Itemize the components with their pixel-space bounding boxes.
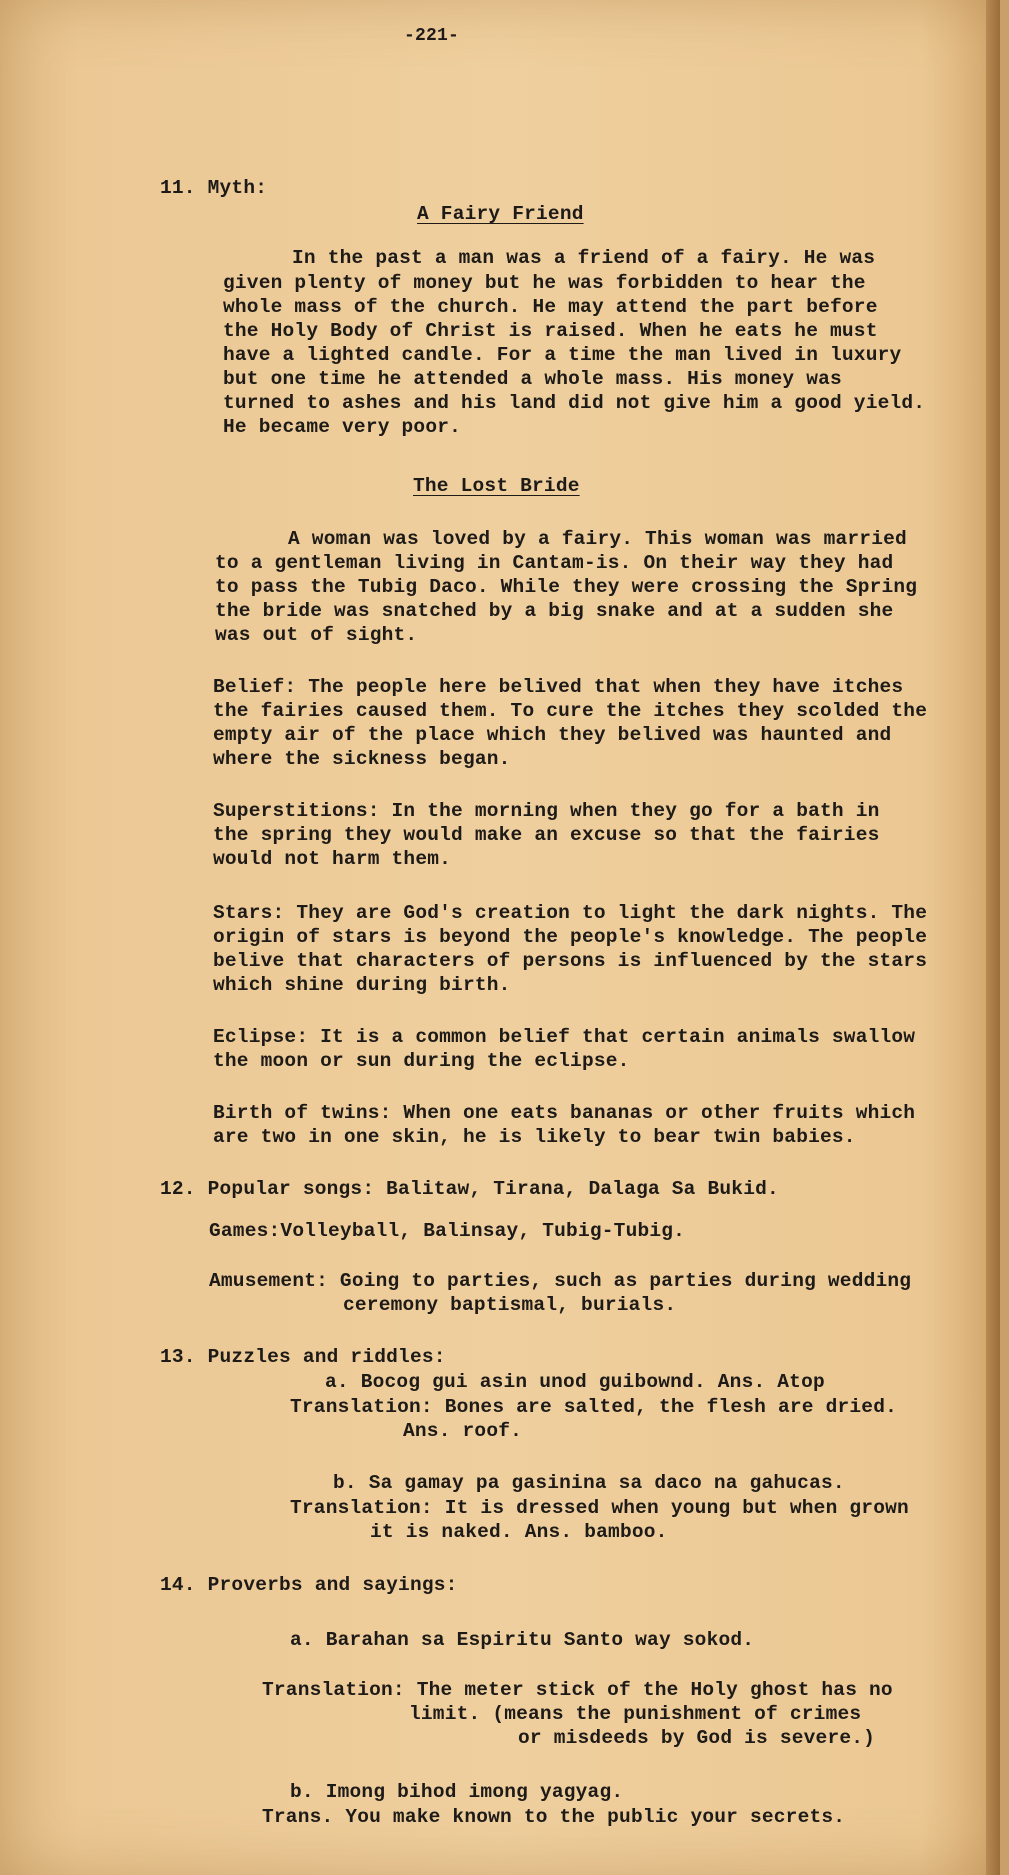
text-line: have a lighted candle. For a time the man lived in luxury (223, 344, 902, 366)
riddle-a-line: Ans. roof. (403, 1420, 523, 1442)
popular-songs-line: 12. Popular songs: Balitaw, Tirana, Dalaga Sa Bukid. (160, 1178, 779, 1200)
page-number: -221- (404, 26, 460, 46)
riddle-b-line: Translation: It is dressed when young but when grown (290, 1497, 909, 1519)
section-13-heading: 13. Puzzles and riddles: (160, 1346, 446, 1368)
text-line: A woman was loved by a fairy. This woman was married (288, 528, 907, 550)
proverb-a-line: Translation: The meter stick of the Holy ghost has no (262, 1679, 893, 1701)
stars-line: belive that characters of persons is influenced by the stars (213, 950, 928, 972)
proverb-a-line: or misdeeds by God is severe.) (518, 1727, 876, 1749)
text-line: turned to ashes and his land did not give him a good yield. (223, 392, 926, 414)
text-line: was out of sight. (215, 624, 418, 646)
games-line: Games:Volleyball, Balinsay, Tubig-Tubig. (209, 1220, 686, 1242)
text-line: given plenty of money but he was forbidden to hear the (223, 272, 866, 294)
stars-line: Stars: They are God's creation to light the dark nights. The (213, 902, 928, 924)
eclipse-line: Eclipse: It is a common belief that certain animals swallow (213, 1026, 916, 1048)
section-11-heading: 11. Myth: (160, 177, 268, 199)
belief-line: the fairies caused them. To cure the itches they scolded the (213, 700, 928, 722)
proverb-a-line: limit. (means the punishment of crimes (409, 1703, 862, 1725)
superstitions-line: would not harm them. (213, 848, 452, 870)
proverb-b-line: b. Imong bihod imong yagyag. (290, 1781, 624, 1803)
superstitions-line: the spring they would make an excuse so that the fairies (213, 824, 880, 846)
proverb-b-line: Trans. You make known to the public your secrets. (262, 1806, 846, 1828)
proverb-a-line: a. Barahan sa Espiritu Santo way sokod. (290, 1629, 755, 1651)
superstitions-line: Superstitions: In the morning when they go for a bath in (213, 800, 880, 822)
riddle-a-line: Translation: Bones are salted, the flesh are dried. (290, 1396, 897, 1418)
twins-line: are two in one skin, he is likely to bear twin babies. (213, 1126, 856, 1148)
text-line: to pass the Tubig Daco. While they were crossing the Spring (215, 576, 918, 598)
stars-line: origin of stars is beyond the people's knowledge. The people (213, 926, 928, 948)
story-title-fairy-friend: A Fairy Friend (417, 203, 584, 225)
eclipse-line: the moon or sun during the eclipse. (213, 1050, 630, 1072)
text-line: to a gentleman living in Cantam-is. On their way they had (215, 552, 894, 574)
stars-line: which shine during birth. (213, 974, 511, 996)
riddle-b-line: b. Sa gamay pa gasinina sa daco na gahucas. (333, 1472, 845, 1494)
text-line: whole mass of the church. He may attend the part before (223, 296, 878, 318)
belief-line: empty air of the place which they belived was haunted and (213, 724, 892, 746)
page-edge (986, 0, 1000, 1875)
text-line: He became very poor. (223, 416, 462, 438)
text-line: the bride was snatched by a big snake and at a sudden she (215, 600, 894, 622)
text-line: but one time he attended a whole mass. His money was (223, 368, 842, 390)
riddle-b-line: it is naked. Ans. bamboo. (370, 1521, 668, 1543)
belief-line: Belief: The people here belived that when they have itches (213, 676, 904, 698)
amusement-line: ceremony baptismal, burials. (343, 1294, 677, 1316)
text-line: In the past a man was a friend of a fairy. He was (292, 247, 876, 269)
story-title-lost-bride: The Lost Bride (413, 475, 580, 497)
riddle-a-line: a. Bocog gui asin unod guibownd. Ans. Atop (325, 1371, 825, 1393)
text-line: the Holy Body of Christ is raised. When he eats he must (223, 320, 878, 342)
belief-line: where the sickness began. (213, 748, 511, 770)
twins-line: Birth of twins: When one eats bananas or other fruits which (213, 1102, 916, 1124)
amusement-line: Amusement: Going to parties, such as parties during wedding (209, 1270, 912, 1292)
section-14-heading: 14. Proverbs and sayings: (160, 1574, 458, 1596)
